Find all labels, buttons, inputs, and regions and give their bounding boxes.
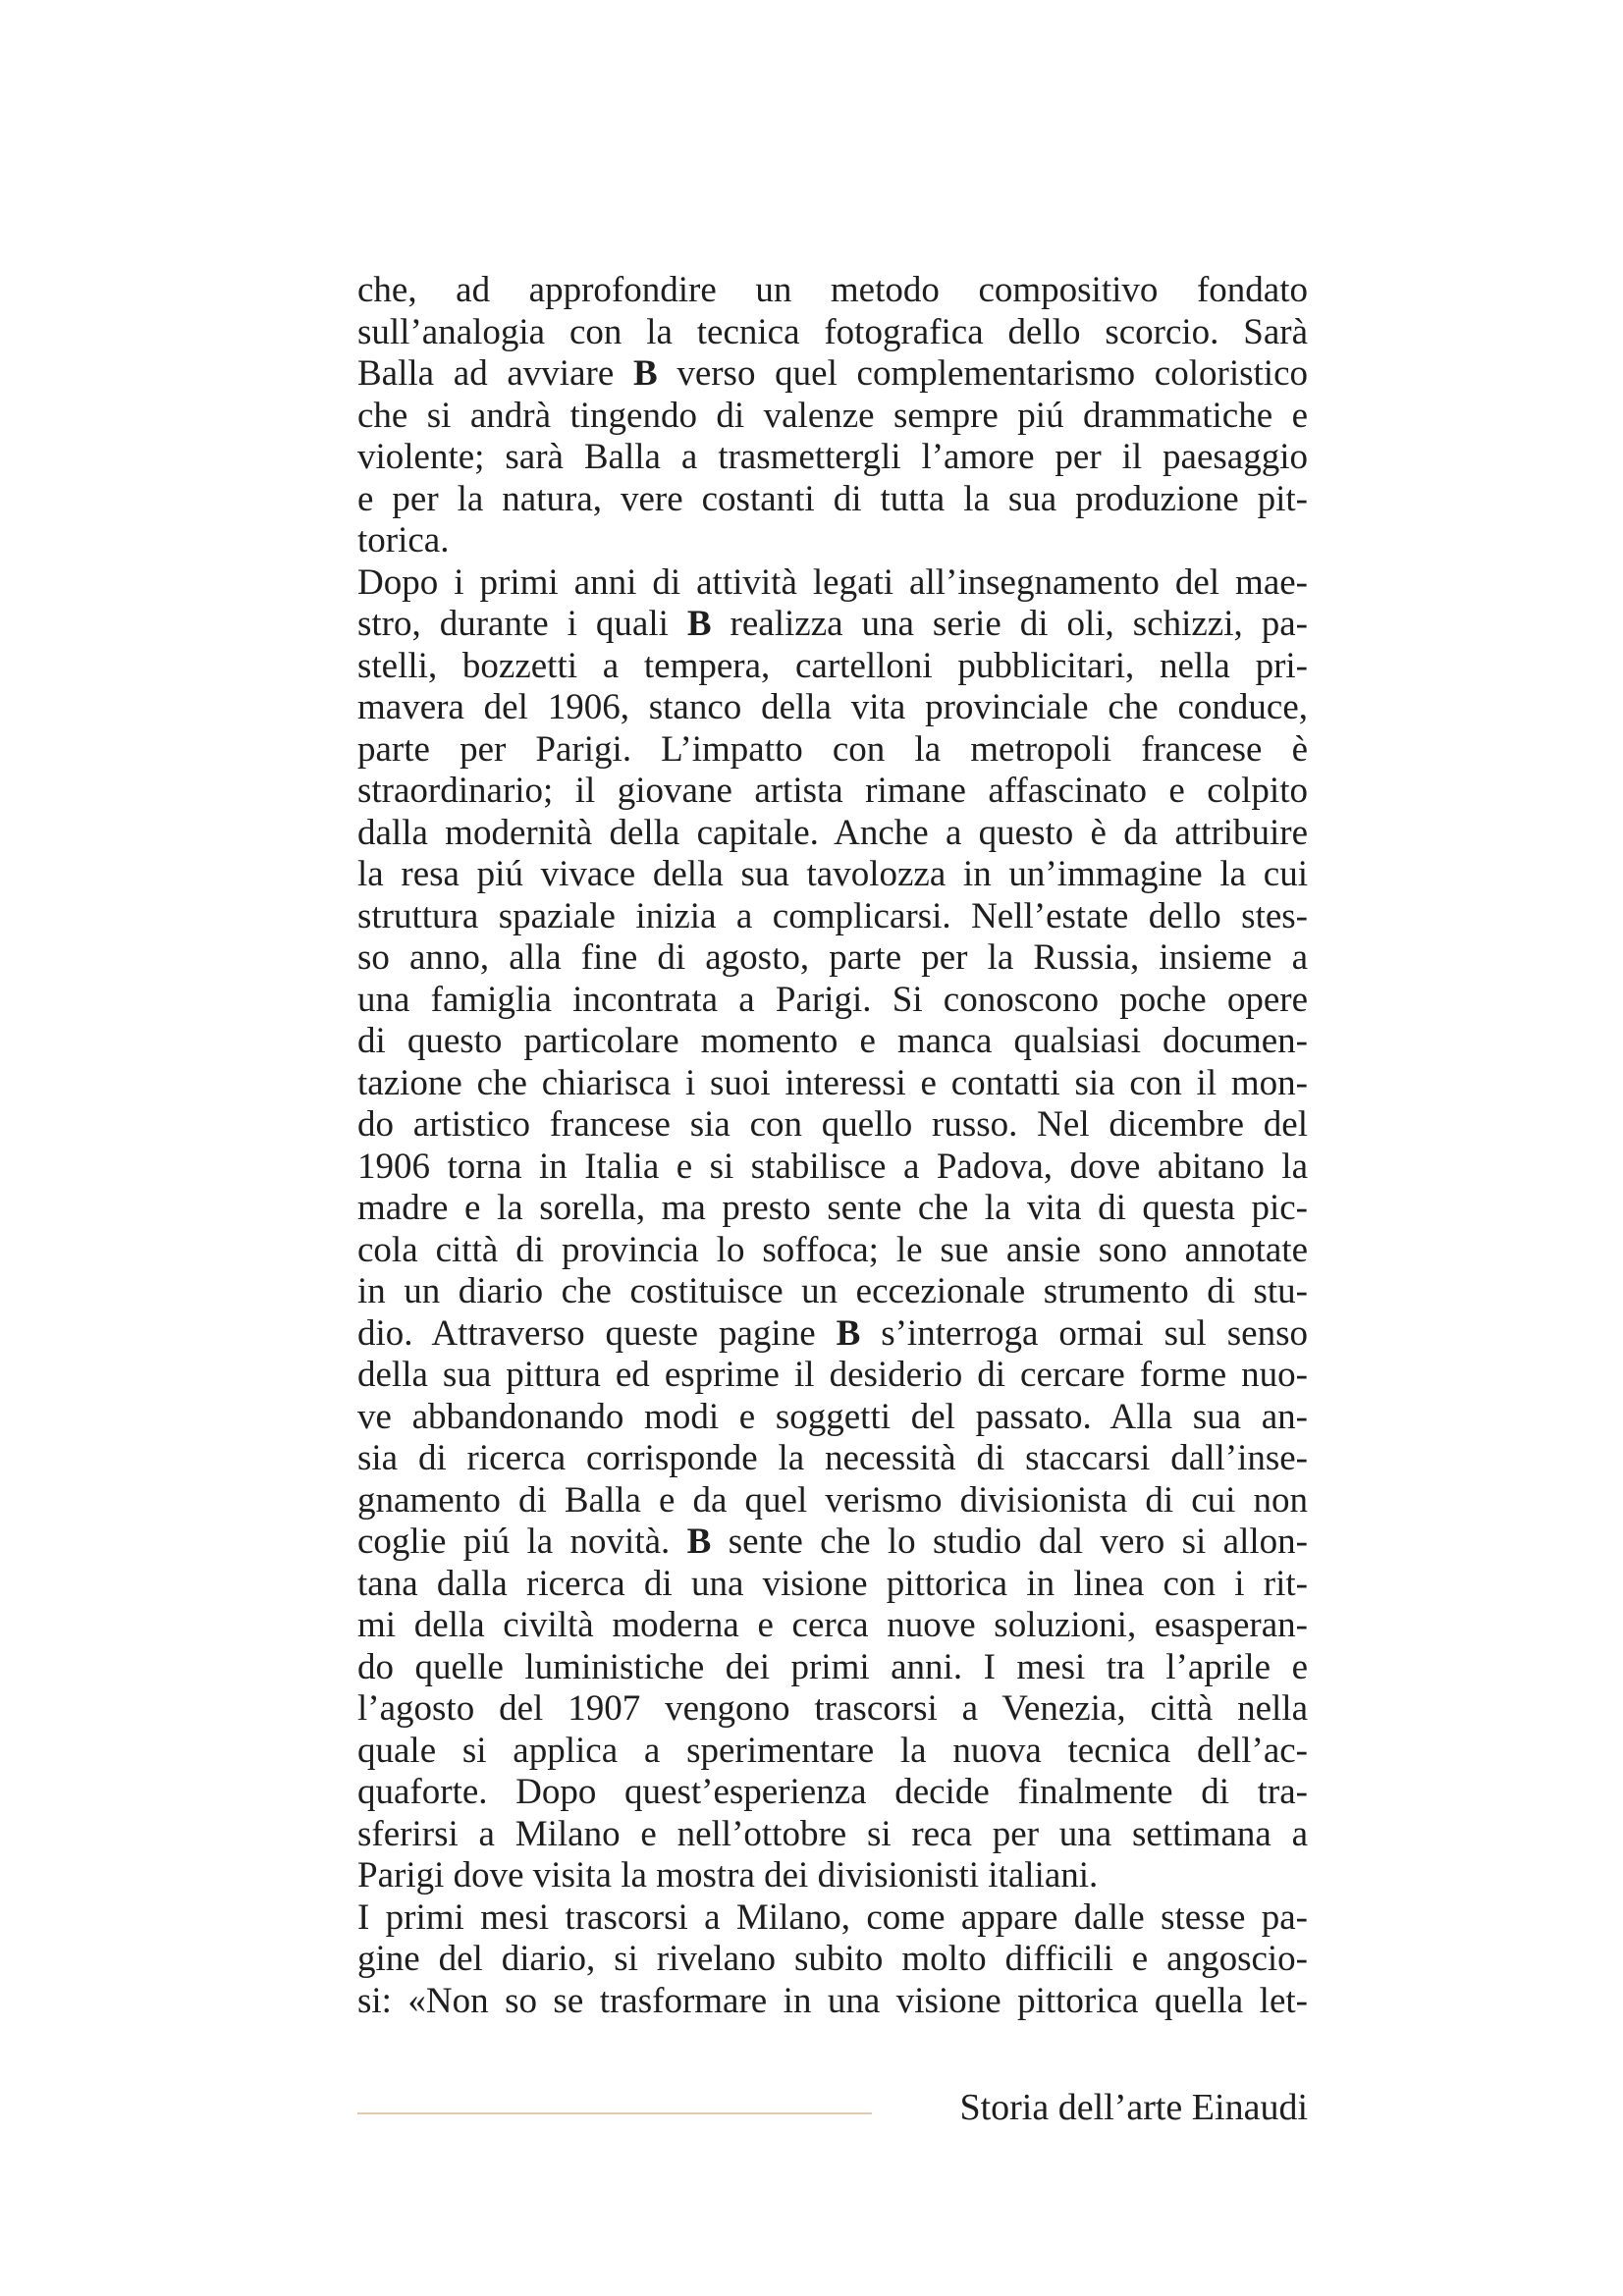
footer-title: Storia dell’arte Einaudi: [959, 2087, 1308, 2128]
author-initial: B: [686, 1522, 712, 1562]
text-segment: ve abbandonando modi e soggetti del passato. Alla sua an-: [357, 1396, 1308, 1437]
text-segment: Dopo i primi anni di attività legati all’insegnamento del mae-: [357, 561, 1308, 603]
text-line: [357, 1271, 1308, 1313]
text-segment: dalla modernità della capitale. Anche a questo è da attribuire: [357, 812, 1308, 853]
text-segment: cola città di provincia lo soffoca; le sue ansie sono annotate: [357, 1229, 1308, 1270]
text-line: [357, 813, 1308, 855]
text-segment: una famiglia incontrata a Parigi. Si conoscono poche opere: [357, 979, 1308, 1020]
text-line: [357, 1063, 1308, 1105]
text-line: [357, 1647, 1308, 1689]
text-segment: tana dalla ricerca di una visione pittorica in linea con i rit-: [357, 1563, 1308, 1604]
body-text: [357, 270, 1308, 2022]
text-segment: verso quel complementarismo coloristico: [657, 353, 1308, 394]
text-line: [357, 896, 1308, 938]
text-segment: mi della civiltà moderna e cerca nuove soluzioni, esasperan-: [357, 1605, 1308, 1645]
text-line: [357, 1313, 1308, 1356]
text-line: [357, 1855, 1308, 1897]
text-segment: torica.: [357, 520, 450, 561]
text-segment: gnamento di Balla e da quel verismo divisionista di cui non: [357, 1479, 1308, 1521]
text-line: [357, 1522, 1308, 1564]
text-line: [357, 1147, 1308, 1189]
text-line: [357, 270, 1308, 312]
text-segment: dio. Attraverso queste pagine: [357, 1312, 837, 1354]
text-line: [357, 1981, 1308, 2023]
text-segment: sente che lo studio dal vero si allon-: [711, 1522, 1308, 1562]
text-segment: struttura spaziale inizia a complicarsi. Nell’estate dello stes-: [357, 895, 1308, 936]
text-segment: sferirsi a Milano e nell’ottobre si reca per una settimana a: [357, 1813, 1308, 1854]
text-segment: l’agosto del 1907 vengono trascorsi a Venezia, città nella: [357, 1688, 1308, 1729]
text-segment: Parigi dove visita la mostra dei divisionisti italiani.: [357, 1855, 1099, 1896]
text-line: [357, 1397, 1308, 1439]
text-line: [357, 1897, 1308, 1940]
text-segment: di questo particolare momento e manca qualsiasi documen-: [357, 1021, 1308, 1061]
text-line: [357, 604, 1308, 646]
footer-rule: [357, 2112, 872, 2114]
text-segment: mavera del 1906, stanco della vita provinciale che conduce,: [357, 687, 1308, 727]
text-line: [357, 479, 1308, 521]
text-line: [357, 980, 1308, 1022]
author-initial: B: [686, 604, 712, 644]
text-line: [357, 1355, 1308, 1397]
text-segment: della sua pittura ed esprime il desiderio di cercare forme nuo-: [357, 1355, 1308, 1395]
text-line: [357, 1480, 1308, 1522]
text-line: [357, 1772, 1308, 1814]
text-segment: realizza una serie di oli, schizzi, pa-: [711, 604, 1308, 644]
text-segment: che, ad approfondire un metodo compositivo fondato: [357, 270, 1308, 310]
text-line: [357, 562, 1308, 605]
text-line: [357, 396, 1308, 438]
text-segment: so anno, alla fine di agosto, parte per la Russia, insieme a: [357, 937, 1308, 978]
text-line: [357, 1688, 1308, 1731]
text-segment: sia di ricerca corrisponde la necessità di staccarsi dall’inse-: [357, 1438, 1308, 1478]
text-segment: stro, durante i quali: [357, 604, 687, 644]
text-segment: do quelle luministiche dei primi anni. I mesi tra l’aprile e: [357, 1646, 1308, 1687]
text-line: [357, 1939, 1308, 1981]
text-segment: 1906 torna in Italia e si stabilisce a Padova, dove abitano la: [357, 1146, 1308, 1187]
text-segment: parte per Parigi. L’impatto con la metropoli francese è: [357, 728, 1308, 770]
text-line: [357, 687, 1308, 729]
text-line: [357, 854, 1308, 896]
text-segment: gine del diario, si rivelano subito molto difficili e angoscio-: [357, 1939, 1308, 1979]
text-line: [357, 1731, 1308, 1773]
author-initial: B: [632, 353, 658, 394]
text-segment: quaforte. Dopo quest’esperienza decide finalmente di tra-: [357, 1772, 1308, 1812]
text-segment: che si andrà tingendo di valenze sempre piú drammatiche e: [357, 395, 1308, 436]
text-segment: I primi mesi trascorsi a Milano, come appare dalle stesse pa-: [357, 1896, 1308, 1938]
text-segment: coglie piú la novità.: [357, 1522, 687, 1562]
text-segment: straordinario; il giovane artista rimane affascinato e colpito: [357, 771, 1308, 811]
text-segment: sull’analogia con la tecnica fotografica dello scorcio. Sarà: [357, 311, 1308, 352]
text-segment: tazione che chiarisca i suoi interessi e contatti sia con il mon-: [357, 1062, 1308, 1103]
text-line: [357, 1021, 1308, 1063]
text-segment: s’interroga ormai sul senso: [860, 1312, 1308, 1354]
text-segment: madre e la sorella, ma presto sente che la vita di questa pic-: [357, 1188, 1308, 1228]
text-line: [357, 1230, 1308, 1272]
text-line: [357, 520, 1308, 562]
author-initial: B: [836, 1312, 861, 1354]
text-line: [357, 937, 1308, 980]
text-line: [357, 1438, 1308, 1480]
text-line: [357, 353, 1308, 396]
text-segment: e per la natura, vere costanti di tutta la sua produzione pit-: [357, 478, 1308, 519]
text-line: [357, 1605, 1308, 1647]
text-segment: quale si applica a sperimentare la nuova tecnica dell’ac-: [357, 1730, 1308, 1771]
text-segment: stelli, bozzetti a tempera, cartelloni pubblicitari, nella pri-: [357, 645, 1308, 686]
text-segment: do artistico francese sia con quello russo. Nel dicembre del: [357, 1104, 1308, 1145]
text-line: [357, 729, 1308, 772]
text-segment: la resa piú vivace della sua tavolozza in un’immagine la cui: [357, 854, 1308, 894]
text-line: [357, 1188, 1308, 1230]
text-line: [357, 771, 1308, 813]
text-line: [357, 1564, 1308, 1606]
text-segment: Balla ad avviare: [357, 353, 633, 394]
text-segment: si: «Non so se trasformare in una visione pittorica quella let-: [357, 1980, 1308, 2021]
text-line: [357, 646, 1308, 688]
text-line: [357, 1104, 1308, 1147]
text-segment: violente; sarà Balla a trasmettergli l’amore per il paesaggio: [357, 437, 1308, 477]
text-segment: in un diario che costituisce un eccezionale strumento di stu-: [357, 1271, 1308, 1311]
text-line: [357, 312, 1308, 354]
text-line: [357, 437, 1308, 479]
text-line: [357, 1814, 1308, 1856]
